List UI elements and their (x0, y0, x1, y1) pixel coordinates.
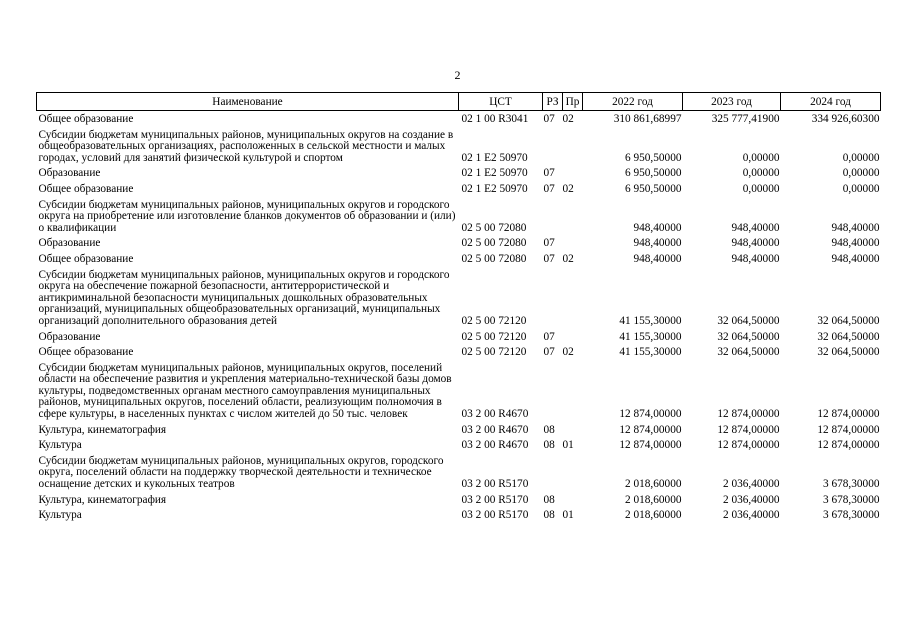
row-rz: 07 (543, 252, 555, 265)
row-2023: 32 064,50000 (717, 314, 780, 327)
row-2022: 41 155,30000 (619, 314, 682, 327)
row-name: Общее образование (38, 182, 134, 195)
row-rz: 08 (543, 423, 555, 436)
row-cst: 03 2 00 R5170 (461, 509, 529, 522)
row-2024: 32 064,50000 (817, 330, 880, 343)
row-2022: 12 874,00000 (619, 408, 682, 421)
row-cst: 03 2 00 R4670 (461, 408, 529, 421)
row-2024: 948,40000 (831, 252, 880, 265)
table-row (37, 330, 881, 346)
row-name: Культура (38, 509, 82, 522)
row-2022: 41 155,30000 (619, 346, 682, 359)
row-cst: 02 5 00 72080 (461, 221, 527, 234)
row-pr (563, 493, 583, 509)
row-cst: 02 1 E2 50970 (461, 151, 528, 164)
row-pr (563, 330, 583, 346)
table-row (37, 128, 881, 167)
table-row (37, 236, 881, 252)
row-pr: 02 (562, 182, 574, 195)
row-2024: 0,00000 (842, 182, 880, 195)
row-2022: 41 155,30000 (619, 330, 682, 343)
row-2023: 325 777,41900 (711, 113, 780, 125)
row-2023: 12 874,00000 (717, 423, 780, 436)
row-pr (563, 268, 583, 330)
row-name: Образование (38, 330, 101, 343)
row-2024: 0,00000 (842, 167, 880, 180)
table-header-row (37, 93, 881, 111)
row-2022: 2 018,60000 (625, 509, 682, 522)
row-pr (563, 423, 583, 439)
row-cst: 02 5 00 72080 (461, 252, 527, 265)
row-cst: 03 2 00 R5170 (461, 493, 529, 506)
row-name: Общее образование (38, 346, 134, 359)
header-2024: 2024 год (781, 93, 881, 111)
row-2024: 12 874,00000 (817, 408, 880, 421)
table-row (37, 252, 881, 268)
row-2023: 0,00000 (742, 182, 780, 195)
row-rz (543, 128, 563, 167)
row-pr (563, 166, 583, 182)
row-rz: 07 (543, 167, 555, 180)
row-cst: 02 5 00 72120 (461, 314, 527, 327)
table-row (37, 508, 881, 524)
row-cst: 02 5 00 72120 (461, 346, 527, 359)
row-pr (563, 236, 583, 252)
row-2022: 948,40000 (633, 252, 682, 265)
row-pr (563, 198, 583, 237)
row-rz: 07 (543, 113, 555, 125)
row-2023: 2 036,40000 (723, 478, 780, 491)
row-rz: 08 (543, 509, 555, 522)
row-pr: 01 (562, 509, 574, 522)
row-2024: 3 678,30000 (823, 478, 880, 491)
row-2023: 948,40000 (731, 252, 780, 265)
row-cst: 03 2 00 R4670 (461, 423, 529, 436)
header-name: Наименование (37, 93, 459, 111)
row-name: Образование (38, 237, 101, 250)
row-rz: 07 (543, 330, 555, 343)
row-2023: 2 036,40000 (723, 509, 780, 522)
row-2023: 0,00000 (742, 151, 780, 164)
row-pr: 02 (562, 346, 574, 359)
row-pr (563, 128, 583, 167)
row-name: Субсидии бюджетам муниципальных районов, муниципальных округов и городского округа на обеспечение пожарной безопасности, антитеррористической и антикриминальной безопасности муниципальных дошкольных образовательных организаций, муниципальных общеобразовательных организаций, муниципальных организаций дополнительного образования детей (38, 268, 450, 327)
header-rz: РЗ (543, 93, 563, 111)
header-pr: Пр (563, 93, 583, 111)
row-name: Общее образование (38, 252, 134, 265)
row-2022: 6 950,50000 (625, 151, 682, 164)
table-row (37, 166, 881, 182)
row-2023: 0,00000 (742, 167, 780, 180)
table-row (37, 345, 881, 361)
row-cst: 02 1 E2 50970 (461, 182, 528, 195)
row-2022: 2 018,60000 (625, 493, 682, 506)
row-cst: 03 2 00 R5170 (461, 478, 529, 491)
row-2023: 12 874,00000 (717, 408, 780, 421)
table-row (37, 423, 881, 439)
row-rz (543, 198, 563, 237)
row-2024: 12 874,00000 (817, 439, 880, 452)
header-cst: ЦСТ (459, 93, 543, 111)
row-2022: 948,40000 (633, 221, 682, 234)
row-name: Образование (38, 167, 101, 180)
table-row (37, 182, 881, 198)
row-pr: 02 (562, 252, 574, 265)
row-rz (543, 454, 563, 493)
row-name: Культура (38, 439, 82, 452)
row-cst: 02 5 00 72120 (461, 330, 527, 343)
row-pr: 01 (562, 439, 574, 452)
row-name: Культура, кинематография (38, 423, 167, 436)
row-cst: 02 1 E2 50970 (461, 167, 528, 180)
table-row (37, 198, 881, 237)
row-2022: 310 861,68997 (613, 113, 682, 125)
row-2022: 6 950,50000 (625, 167, 682, 180)
row-rz: 07 (543, 182, 555, 195)
row-2022: 12 874,00000 (619, 423, 682, 436)
row-2024: 334 926,60300 (811, 113, 880, 125)
row-2023: 2 036,40000 (723, 493, 780, 506)
row-2024: 3 678,30000 (823, 509, 880, 522)
row-2022: 948,40000 (633, 237, 682, 250)
header-2022: 2022 год (583, 93, 683, 111)
row-cst: 02 1 00 R3041 (461, 113, 529, 125)
row-2023: 32 064,50000 (717, 330, 780, 343)
row-2022: 12 874,00000 (619, 439, 682, 452)
row-name: Субсидии бюджетам муниципальных районов, муниципальных округов и городского округа на приобретение или изготовление бланков документов об образовании и (или) о квалификации (38, 198, 456, 234)
table-row (37, 438, 881, 454)
table-row (37, 268, 881, 330)
row-rz (543, 268, 563, 330)
table-row (37, 111, 881, 128)
row-pr (563, 454, 583, 493)
row-2023: 12 874,00000 (717, 439, 780, 452)
row-2024: 948,40000 (831, 237, 880, 250)
row-name: Субсидии бюджетам муниципальных районов, муниципальных округов на создание в общеобразовательных организациях, расположенных в сельской местности и малых городах, условий для занятий физической культурой и спортом (38, 128, 454, 164)
row-2024: 948,40000 (831, 221, 880, 234)
row-pr (563, 361, 583, 423)
page-number: 2 (454, 68, 461, 82)
row-name: Субсидии бюджетам муниципальных районов, муниципальных округов, городского округа, поселений области на поддержку творческой деятельности и техническое оснащение детских и кукольных театров (38, 454, 444, 491)
row-rz: 07 (543, 346, 555, 359)
row-name: Общее образование (38, 113, 134, 125)
row-2022: 2 018,60000 (625, 478, 682, 491)
row-name: Культура, кинематография (38, 493, 167, 506)
row-name: Субсидии бюджетам муниципальных районов, муниципальных округов, поселений области на обеспечение развития и укрепления материально-технической базы домов культуры, подведомственных органам местного самоуправления муниципальных районов, муниципальных округов, поселений области, реализующим полномочия в сфере культуры, в населенных пунктах с числом жителей до 50 тыс. человек (38, 361, 452, 421)
row-2022: 6 950,50000 (625, 182, 682, 195)
row-cst: 03 2 00 R4670 (461, 439, 529, 452)
row-pr: 02 (562, 113, 574, 125)
row-rz (543, 361, 563, 423)
row-rz: 08 (543, 493, 555, 506)
row-2024: 3 678,30000 (823, 493, 880, 506)
table-row (37, 454, 881, 493)
row-2023: 32 064,50000 (717, 346, 780, 359)
row-2024: 0,00000 (842, 151, 880, 164)
row-rz: 08 (543, 439, 555, 452)
row-2023: 948,40000 (731, 221, 780, 234)
budget-table (36, 92, 881, 524)
row-cst: 02 5 00 72080 (461, 237, 527, 250)
row-rz: 07 (543, 237, 555, 250)
row-2024: 32 064,50000 (817, 314, 880, 327)
row-2024: 12 874,00000 (817, 423, 880, 436)
table-row (37, 493, 881, 509)
row-2024: 32 064,50000 (817, 346, 880, 359)
row-2023: 948,40000 (731, 237, 780, 250)
table-row (37, 361, 881, 423)
header-2023: 2023 год (683, 93, 781, 111)
